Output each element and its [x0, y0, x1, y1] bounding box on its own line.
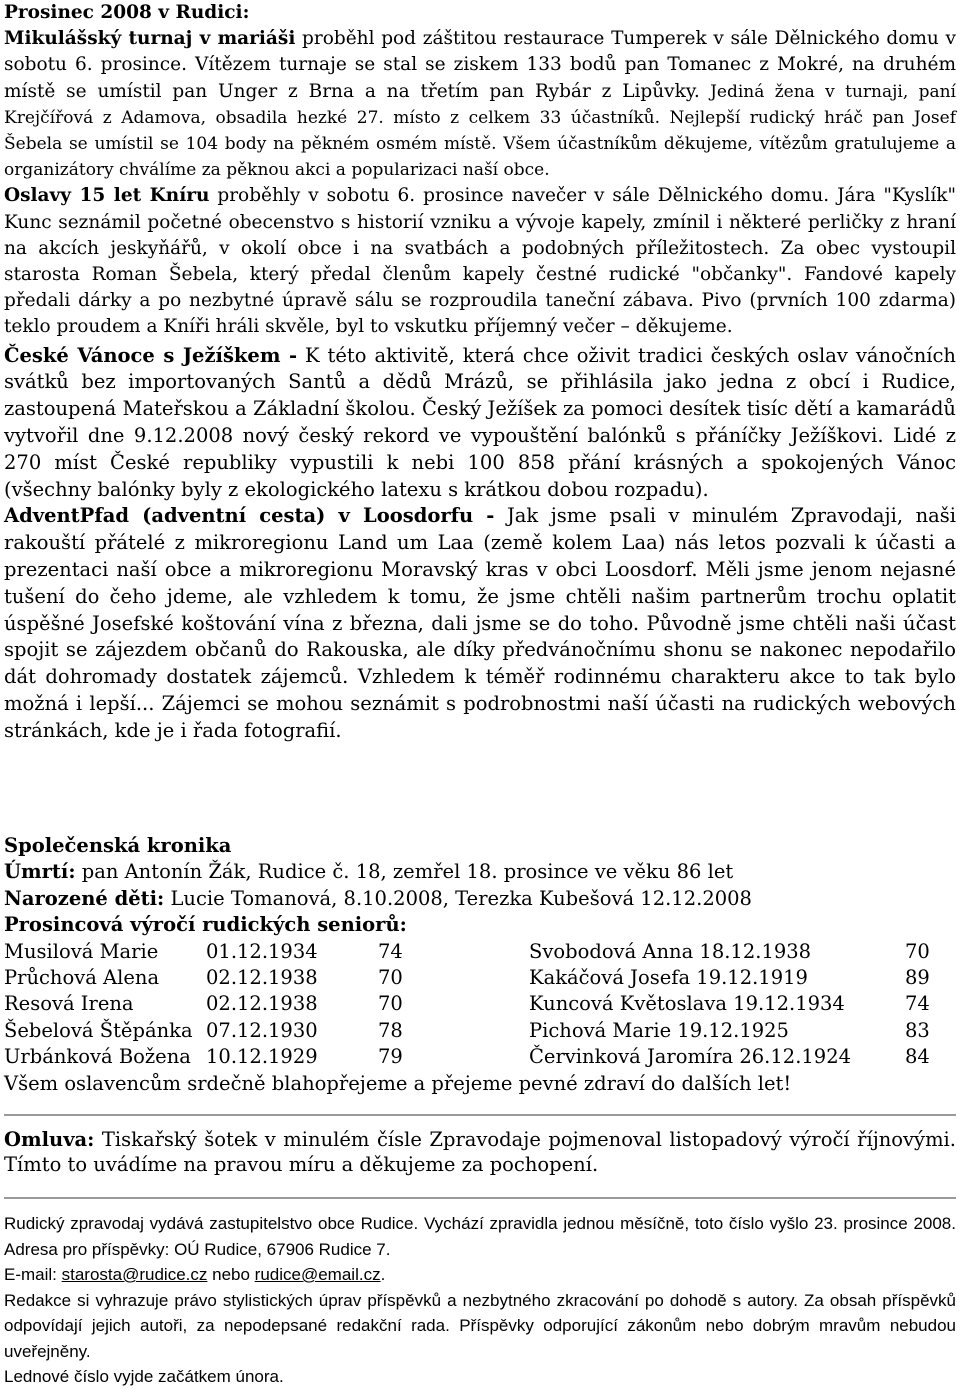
vanoce-title: České Vánoce s Ježíškem - [4, 343, 298, 367]
umrti-line [4, 859, 956, 885]
omluva-section [4, 1127, 956, 1177]
omluva-paragraph [4, 1127, 956, 1177]
turnaj-text-1: proběhl pod záštitou restaurace Tumperek v sále Dělnického domu v sobotu 6. prosince. Vítězem turnaje se stal se ziskem 133 bodů pan Tomanec z Mokré, na druhém místě se umístil pan Unger z Brna a na třetím pan Rybár z Lipůvky. [4, 28, 956, 102]
footer-section [4, 1211, 956, 1390]
senior-row [4, 939, 956, 965]
senior-age-right: 84 [905, 1045, 930, 1069]
footer-line-4: Lednové číslo vyjde začátkem února. [4, 1367, 284, 1386]
senior-age: 78 [378, 1018, 403, 1042]
senior-age: 70 [378, 992, 403, 1016]
senior-date: 10.12.1929 [206, 1045, 318, 1069]
footer-line-3: Redakce si vyhrazuje právo stylistických úprav příspěvků a nezbytného zkracování po dohodě s autory. Za obsah příspěvků odpovídají jejich autoři, za nepodepsané redakční rada. Příspěvky odporující zákonům nebo dobrým mravům nebudou uveřejněny. [4, 1290, 956, 1361]
advent-paragraph [4, 503, 956, 744]
senior-row [4, 991, 956, 1017]
footer-email-line [4, 1262, 956, 1288]
senior-name-date-right: Kakáčová Josefa 19.12.1919 [529, 966, 808, 990]
vanoce-text: K této aktivitě, která chce oživit tradici českých oslav vánočních svátků bez importovaných Santů a dědů Mrázů, se přihlásila jako jedna z obcí i Rudice, zastoupená Mateřskou a Základní školou. Český Ježíšek za pomoci desítek tisíc dětí a kamarádů vytvořil dne 9.12.2008 nový český rekord ve vypouštění balónků s přáníčky Ježíškovi. Lidé z 270 míst České republiky vypustili k nebi 100 858 přání krásných a spokojených Vánoc (všechny balónky byly z ekologického latexu s krátkou dobou rozpadu). [4, 343, 956, 501]
turnaj-text-2: Jediná žena v turnaji, paní Krejčířová z Adamova, obsadila hezké 27. místo z celkem 33 účastníků. Nejlepší rudický hráč pan Josef Šebela se umístil se 104 body na pěkném osmém místě. [4, 81, 956, 155]
kronika-title: Společenská kronika [4, 834, 232, 857]
narozene-label: Narozené děti: [4, 886, 165, 910]
senior-row [4, 1044, 956, 1070]
senior-name-date-right: Pichová Marie 19.12.1925 [529, 1018, 789, 1042]
email-link-starosta[interactable]: starosta@rudice.cz [61, 1265, 208, 1284]
divider [4, 1197, 956, 1199]
senior-name: Šebelová Štěpánka [4, 1018, 193, 1042]
senior-age: 70 [378, 966, 403, 990]
kniru-paragraph [4, 183, 956, 340]
umrti-label: Úmrtí: [4, 860, 76, 884]
senior-date: 01.12.1934 [206, 939, 318, 963]
umrti-text: pan Antonín Žák, Rudice č. 18, zemřel 18. prosince ve věku 86 let [75, 860, 734, 884]
email-prefix: E-mail: [4, 1265, 62, 1284]
senior-name-date-right: Svobodová Anna 18.12.1938 [529, 939, 812, 963]
kniru-text: proběhly v sobotu 6. prosince navečer v sále Dělnického domu. Jára "Kyslík" Kunc seznámil početné obecenstvo s historií vzniku a vývoje kapely, zmínil i některé perličky z hraní na akcích jeskyňářů, v okolí obce i na svatbách a podobných příležitostech. Za obec vystoupil starosta Roman Šebela, který předal členům kapely čestné rudické "občanky". Fandové kapely předali dárky a po nezbytné úpravě sálu se rozproudila taneční zábava. Pivo (prvních 100 zdarma) teklo proudem a Kníři hráli skvěle, byl to vskutku příjemný večer – děkujeme. [4, 185, 956, 338]
advent-text: Jak jsme psali v minulém Zpravodaji, naši rakouští přátelé z mikroregionu Land um Laa (země kolem Laa) nás letos pozvali k účasti a prezentaci naší obce a mikroregionu Moravský kras v obci Loosdorf. Měli jsme jenom nejasné tušení do čeho jdeme, ale vzhledem k tomu, že jsme chtěli našim partnerům trochu oplatit úspěšné Josefské koštování vína z března, dali jsme se do toho. Původně jsme chtěli naši účast spojit se zájezdem občanů do Rakouska, ale díky předvánočnímu shonu se nakonec nepodařilo dát dohromady dostatek zájemců. Vzhledem k téměř rodinnému charakteru akce to tak bylo možná i lepší... Zájemci se mohou seznámit s podrobnostmi naší účasti na rudických webových stránkách, kde je i řada fotografií. [4, 504, 956, 742]
senior-row [4, 965, 956, 991]
email-link-rudice[interactable]: rudice@email.cz [254, 1265, 381, 1284]
senior-name-date-right: Červinková Jaromíra 26.12.1924 [529, 1045, 852, 1069]
footer-line-1: Rudický zpravodaj vydává zastupitelstvo obce Rudice. Vychází zpravidla jednou měsíčně, toto číslo vyšlo 23. prosince 2008. Adresa pro příspěvky: OÚ Rudice, 67906 Rudice 7. [4, 1214, 956, 1259]
seniors-list [4, 939, 956, 1071]
senior-name: Urbánková Božena [4, 1045, 191, 1069]
news-section [4, 0, 956, 745]
senior-name: Průchová Alena [4, 966, 160, 990]
senior-age-right: 89 [905, 966, 930, 990]
email-mid: nebo [207, 1265, 255, 1284]
senior-age-right: 74 [905, 992, 930, 1016]
closing-line: Všem oslavencům srdečně blahopřejeme a přejeme pevné zdraví do dalších let! [4, 1071, 792, 1095]
senior-age-right: 70 [905, 939, 930, 963]
advent-title: AdventPfad (adventní cesta) v Loosdorfu - [4, 504, 495, 528]
senior-date: 02.12.1938 [206, 992, 318, 1016]
senior-age-right: 83 [905, 1018, 930, 1042]
turnaj-text-3: Všem účastníkům děkujeme, vítězům gratulujeme a organizátory chválíme za pěknou akci a popularizaci naší obce. [4, 134, 957, 181]
month-heading: Prosinec 2008 v Rudici: [4, 2, 250, 23]
kronika-section [4, 833, 956, 1097]
senior-row [4, 1018, 956, 1044]
narozene-text: Lucie Tomanová, 8.10.2008, Terezka Kubešová 12.12.2008 [164, 886, 752, 910]
divider [4, 1114, 956, 1116]
omluva-text: Tiskařský šotek v minulém čísle Zpravodaje pojmenoval listopadový výročí říjnovými. Tímto to uvádíme na pravou míru a děkujeme za pochopení. [4, 1128, 956, 1177]
senior-age: 74 [378, 939, 403, 963]
senior-name-date-right: Kuncová Květoslava 19.12.1934 [529, 992, 845, 1016]
omluva-label: Omluva: [4, 1128, 95, 1151]
turnaj-title: Mikulášský turnaj v mariáši [4, 28, 296, 50]
narozene-line [4, 886, 956, 912]
senior-date: 02.12.1938 [206, 966, 318, 990]
email-suffix: . [380, 1265, 386, 1284]
senior-name: Musilová Marie [4, 939, 159, 963]
vanoce-paragraph [4, 343, 956, 504]
kniru-title: Oslavy 15 let Kníru [4, 185, 210, 207]
senior-name: Resová Irena [4, 992, 134, 1016]
senior-age: 79 [378, 1045, 403, 1069]
turnaj-paragraph [4, 26, 956, 183]
vyroci-title: Prosincová výročí rudických seniorů: [4, 913, 407, 937]
senior-date: 07.12.1930 [206, 1018, 318, 1042]
